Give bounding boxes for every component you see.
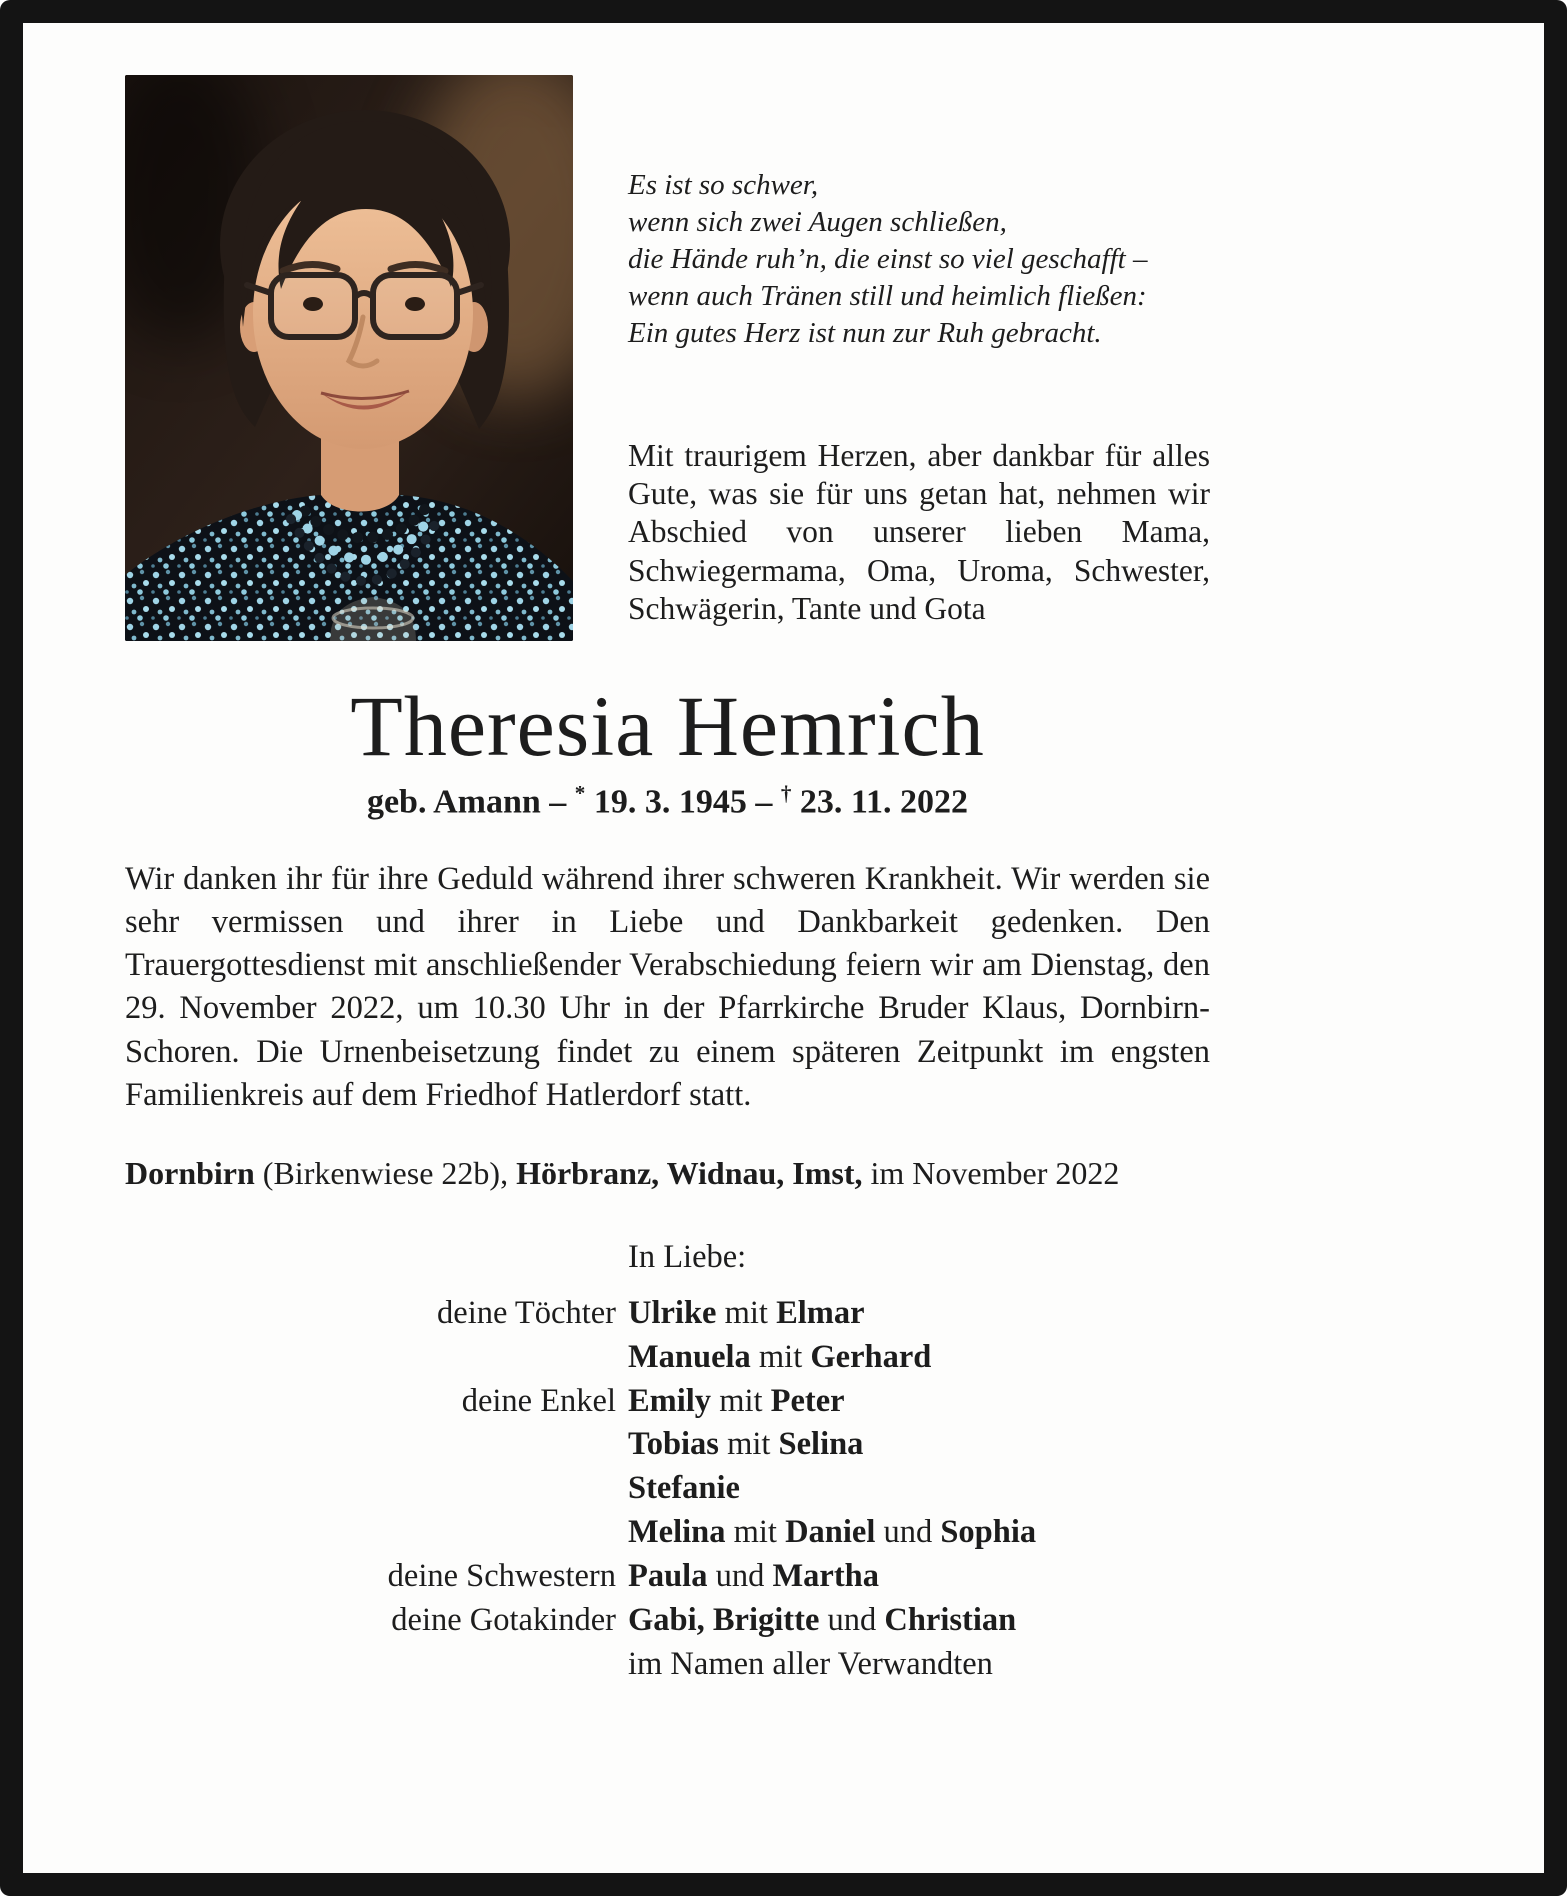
relation-label: deine Töchter <box>437 1294 616 1331</box>
poem-line: die Hände ruh’n, die einst so viel geschafft – <box>628 243 1148 276</box>
poem-line: wenn auch Tränen still und heimlich fließen: <box>628 280 1147 313</box>
top-right-column <box>573 75 1210 641</box>
top-section <box>125 75 1210 641</box>
portrait-illustration <box>125 75 573 641</box>
family-list <box>125 1292 1210 1687</box>
relation-label: deine Schwestern <box>387 1558 616 1595</box>
family-row <box>125 1643 1210 1687</box>
family-row <box>125 1423 1210 1467</box>
family-row <box>125 1336 1210 1380</box>
farewell-paragraph: Mit traurigem Herzen, aber dankbar für alles Gute, was sie für uns getan hat, nehmen wir Abschied von unserer lieben Mama, Schwiegermama, Oma, Uroma, Schwester, Schwägerin, Tante und Gota <box>628 437 1210 627</box>
relative-names: Ulrike mit Elmar <box>628 1294 865 1331</box>
poem-line: wenn sich zwei Augen schließen, <box>628 206 1007 239</box>
cities-line: Dornbirn (Birkenwiese 22b), Hörbranz, Widnau, Imst, im November 2022 <box>125 1154 1120 1191</box>
relation-label: deine Gotakinder <box>391 1601 616 1638</box>
relative-names: Melina mit Daniel und Sophia <box>628 1514 1037 1551</box>
family-row <box>125 1380 1210 1424</box>
family-row <box>125 1511 1210 1555</box>
closing-section <box>125 1236 1210 1687</box>
portrait-photo <box>125 75 573 641</box>
obituary-content <box>23 23 1210 1717</box>
relative-names: Paula und Martha <box>628 1558 879 1595</box>
memorial-poem <box>628 167 1210 353</box>
deceased-name: Theresia Hemrich <box>350 678 985 774</box>
relation-label <box>125 1643 628 1687</box>
relative-names: Gabi, Brigitte und Christian <box>628 1601 1017 1638</box>
family-row <box>125 1292 1210 1336</box>
relative-names: Stefanie <box>628 1470 740 1507</box>
relation-label: deine Enkel <box>461 1382 616 1419</box>
relation-label <box>125 1511 628 1555</box>
announcement-paragraph: Wir danken ihr für ihre Geduld während ihrer schweren Krankheit. Wir werden sie sehr vermissen und ihrer in Liebe und Dankbarkeit gedenken. Den Trauergottesdienst mit anschließender Verabschiedung feiern wir am Dienstag, den 29. November 2022, um 10.30 Uhr in der Pfarrkirche Bruder Klaus, Dornbirn-Schoren. Die Urnenbeisetzung findet zu einem späteren Zeitpunkt im engsten Familienkreis auf dem Friedhof Hatlerdorf statt. <box>125 860 1210 1113</box>
relation-label <box>125 1423 628 1467</box>
relative-names: Manuela mit Gerhard <box>628 1338 932 1375</box>
in-liebe-heading: In Liebe: <box>628 1238 747 1275</box>
relative-names: Emily mit Peter <box>628 1382 845 1419</box>
family-row <box>125 1467 1210 1511</box>
relative-names: im Namen aller Verwandten <box>628 1645 993 1682</box>
relation-label <box>125 1467 628 1511</box>
family-row <box>125 1555 1210 1599</box>
family-row <box>125 1599 1210 1643</box>
relation-label <box>125 1336 628 1380</box>
birth-death-dates: geb. Amann – * 19. 3. 1945 – † 23. 11. 2022 <box>366 781 969 821</box>
relative-names: Tobias mit Selina <box>628 1426 864 1463</box>
poem-line: Es ist so schwer, <box>628 169 819 201</box>
poem-line: Ein gutes Herz ist nun zur Ruh gebracht. <box>628 317 1102 350</box>
